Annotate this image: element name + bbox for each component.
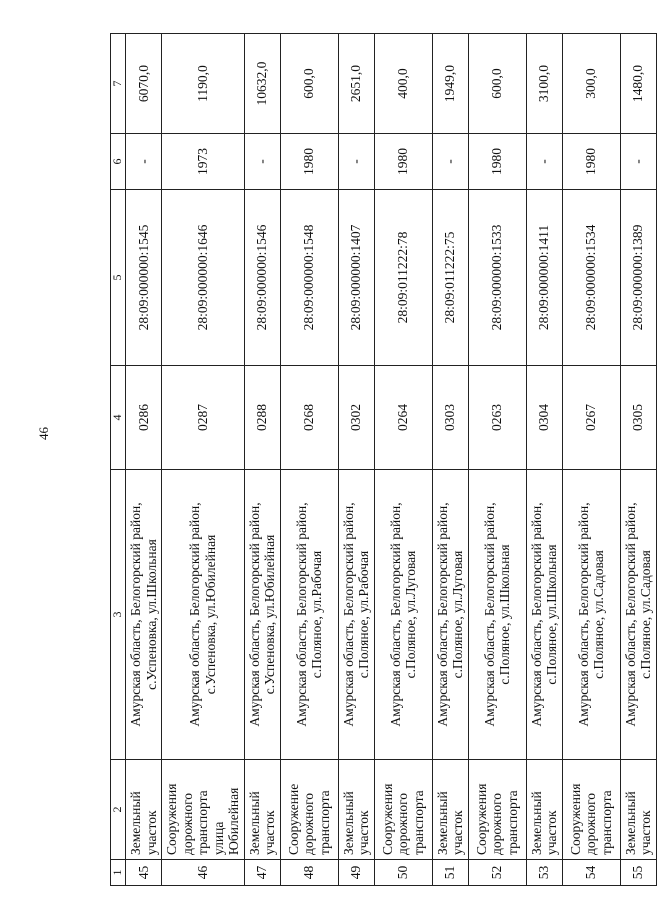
area-value: 600,0 (280, 34, 338, 134)
year-built: 1980 (280, 134, 338, 190)
object-name: Земельный участок (126, 760, 162, 860)
area-value: 400,0 (374, 34, 432, 134)
row-number: 45 (126, 860, 162, 886)
year-built: 1980 (374, 134, 432, 190)
area-value: 10632,0 (244, 34, 280, 134)
year-built: 1980 (468, 134, 526, 190)
address: Амурская область, Белогорский район, с.Поляное, ул.Рабочая (280, 470, 338, 760)
row-number: 55 (620, 860, 656, 886)
object-code: 0288 (244, 366, 280, 470)
table-row (338, 34, 374, 886)
year-built: - (244, 134, 280, 190)
cadastral-number: 28:09:000000:1545 (126, 190, 162, 366)
cadastral-number: 28:09:000000:1411 (526, 190, 562, 366)
area-value: 600,0 (468, 34, 526, 134)
address: Амурская область, Белогорский район, с.Успеновка, ул.Юбилейная (162, 470, 245, 760)
object-name: Земельный участок (244, 760, 280, 860)
column-header: 6 (111, 134, 126, 190)
object-code: 0286 (126, 366, 162, 470)
object-name: Сооружение дорожного транспорта (280, 760, 338, 860)
object-code: 0264 (374, 366, 432, 470)
area-value: 3100,0 (526, 34, 562, 134)
cadastral-number: 28:09:000000:1533 (468, 190, 526, 366)
year-built: 1973 (162, 134, 245, 190)
object-code: 0304 (526, 366, 562, 470)
year-built: - (338, 134, 374, 190)
address: Амурская область, Белогорский район, с.Поляное, ул.Садовая (562, 470, 620, 760)
cadastral-number: 28:09:011222:78 (374, 190, 432, 366)
table-row (244, 34, 280, 886)
object-name: Земельный участок (526, 760, 562, 860)
cadastral-number: 28:09:000000:1407 (338, 190, 374, 366)
year-built: - (620, 134, 656, 190)
year-built: - (526, 134, 562, 190)
area-value: 1949,0 (432, 34, 468, 134)
row-number: 51 (432, 860, 468, 886)
column-header: 2 (111, 760, 126, 860)
column-header: 5 (111, 190, 126, 366)
area-value: 2651,0 (338, 34, 374, 134)
object-name: Сооружения дорожного транспорта (468, 760, 526, 860)
year-built: - (432, 134, 468, 190)
object-code: 0268 (280, 366, 338, 470)
address: Амурская область, Белогорский район, с.Успеновка, ул.Школьная (126, 470, 162, 760)
area-value: 1190,0 (162, 34, 245, 134)
row-number: 50 (374, 860, 432, 886)
object-code: 0287 (162, 366, 245, 470)
table-row (280, 34, 338, 886)
address: Амурская область, Белогорский район, с.Поляное, ул.Луговая (374, 470, 432, 760)
object-name: Земельный участок (432, 760, 468, 860)
object-code: 0263 (468, 366, 526, 470)
cadastral-number: 28:09:000000:1646 (162, 190, 245, 366)
year-built: 1980 (562, 134, 620, 190)
column-header: 1 (111, 860, 126, 886)
object-name: Сооружения дорожного транспорта (562, 760, 620, 860)
object-code: 0267 (562, 366, 620, 470)
cadastral-number: 28:09:011222:75 (432, 190, 468, 366)
row-number: 48 (280, 860, 338, 886)
cadastral-number: 28:09:000000:1546 (244, 190, 280, 366)
table-row (126, 34, 162, 886)
row-number: 53 (526, 860, 562, 886)
property-table (110, 33, 657, 886)
object-name: Земельный участок (338, 760, 374, 860)
object-code: 0303 (432, 366, 468, 470)
row-number: 47 (244, 860, 280, 886)
table-row (162, 34, 245, 886)
column-header: 7 (111, 34, 126, 134)
address: Амурская область, Белогорский район, с.Поляное, ул.Школьная (526, 470, 562, 760)
table-row (432, 34, 468, 886)
column-header: 3 (111, 470, 126, 760)
area-value: 300,0 (562, 34, 620, 134)
address: Амурская область, Белогорский район, с.Успеновка, ул.Юбилейная (244, 470, 280, 760)
header-row (111, 34, 126, 886)
page-number: 46 (36, 427, 51, 440)
table-row (468, 34, 526, 886)
object-name: Земельный участок (620, 760, 656, 860)
cadastral-number: 28:09:000000:1548 (280, 190, 338, 366)
year-built: - (126, 134, 162, 190)
cadastral-number: 28:09:000000:1534 (562, 190, 620, 366)
table-row (620, 34, 656, 886)
object-name: Сооружения дорожного транспорта улица Юбилейная (162, 760, 245, 860)
object-name: Сооружения дорожного транспорта (374, 760, 432, 860)
address: Амурская область, Белогорский район, с.Поляное, ул.Школьная (468, 470, 526, 760)
column-header: 4 (111, 366, 126, 470)
table-row (562, 34, 620, 886)
address: Амурская область, Белогорский район, с.Поляное, ул.Садовая (620, 470, 656, 760)
table-row (374, 34, 432, 886)
row-number: 49 (338, 860, 374, 886)
address: Амурская область, Белогорский район, с.Поляное, ул.Луговая (432, 470, 468, 760)
row-number: 46 (162, 860, 245, 886)
row-number: 52 (468, 860, 526, 886)
area-value: 6070,0 (126, 34, 162, 134)
property-table-container (110, 34, 654, 886)
row-number: 54 (562, 860, 620, 886)
object-code: 0305 (620, 366, 656, 470)
area-value: 1480,0 (620, 34, 656, 134)
cadastral-number: 28:09:000000:1389 (620, 190, 656, 366)
table-row (526, 34, 562, 886)
object-code: 0302 (338, 366, 374, 470)
address: Амурская область, Белогорский район, с.Поляное, ул.Рабочая (338, 470, 374, 760)
